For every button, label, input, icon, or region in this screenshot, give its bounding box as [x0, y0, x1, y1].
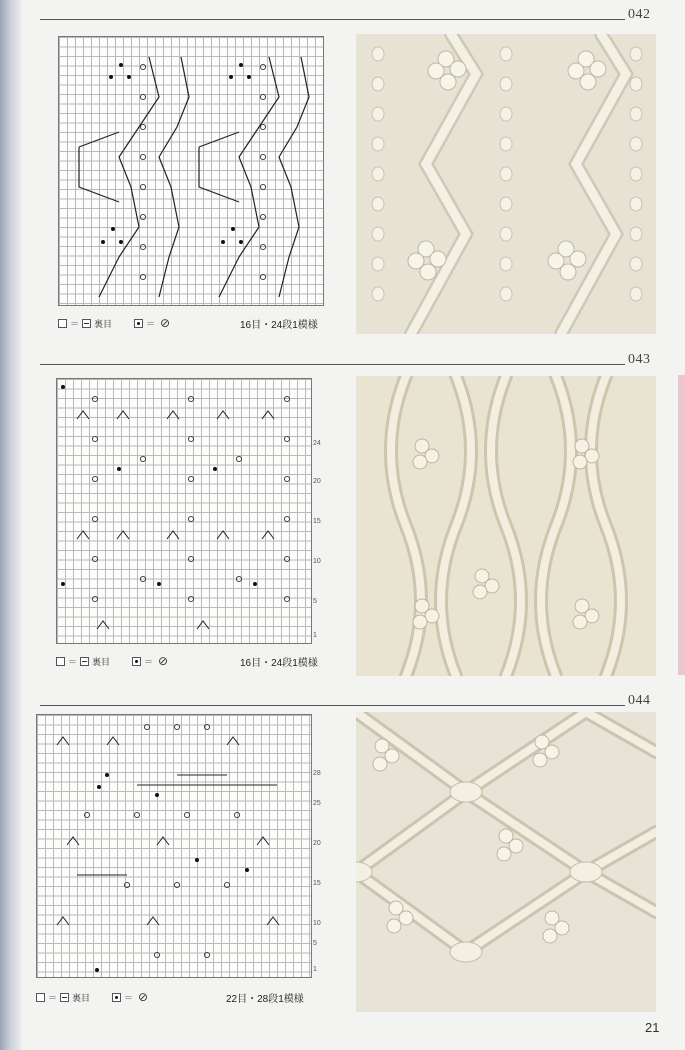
knitting-chart-042 — [58, 36, 324, 306]
repeat-info: 16目・24段1模様 — [240, 320, 318, 331]
chart-legend: ＝ 裏目 ＝ ⊘ — [58, 316, 170, 330]
book-spine-shadow — [0, 0, 22, 1050]
knitted-swatch-photo — [356, 376, 656, 676]
repeat-info: 16目・24段1模様 — [240, 658, 318, 669]
bobble-stitch-icon: ⊘ — [160, 316, 171, 330]
purl-symbol-icon — [82, 319, 91, 328]
pattern-number: 044 — [628, 693, 651, 708]
chart-symbols — [37, 715, 311, 977]
purl-symbol-icon — [80, 657, 89, 666]
swatch-photo-042 — [356, 34, 656, 334]
swatch-photo-044 — [356, 712, 656, 1012]
row-numbers: 24 20 15 10 5 1 — [313, 440, 321, 639]
blank-square-icon — [56, 657, 65, 666]
knitting-chart-044 — [36, 714, 312, 978]
page-number: 21 — [645, 1020, 660, 1035]
section-rule — [40, 364, 625, 365]
pattern-number: 043 — [628, 352, 651, 367]
section-rule — [40, 19, 625, 20]
swatch-photo-043 — [356, 376, 656, 676]
knitted-swatch-photo — [356, 712, 656, 1012]
knitting-chart-043 — [56, 378, 312, 644]
bobble-symbol-icon — [112, 993, 121, 1002]
repeat-info: 22目・28段1模様 — [226, 994, 304, 1005]
bobble-symbol-icon — [132, 657, 141, 666]
purl-symbol-icon — [60, 993, 69, 1002]
bobble-stitch-icon: ⊘ — [138, 990, 149, 1004]
pattern-number: 042 — [628, 7, 651, 22]
chart-legend: ＝ 裏目 ＝ ⊘ — [56, 654, 168, 668]
page-edge-tab — [678, 375, 685, 675]
section-rule — [40, 705, 625, 706]
chart-symbols — [57, 379, 311, 643]
bobble-stitch-icon: ⊘ — [158, 654, 169, 668]
chart-symbols — [59, 37, 323, 305]
row-numbers: 28 25 20 15 10 5 1 — [313, 770, 321, 973]
blank-square-icon — [58, 319, 67, 328]
blank-square-icon — [36, 993, 45, 1002]
chart-legend: ＝ 裏目 ＝ ⊘ — [36, 990, 148, 1004]
bobble-symbol-icon — [134, 319, 143, 328]
knitted-swatch-photo — [356, 34, 656, 334]
